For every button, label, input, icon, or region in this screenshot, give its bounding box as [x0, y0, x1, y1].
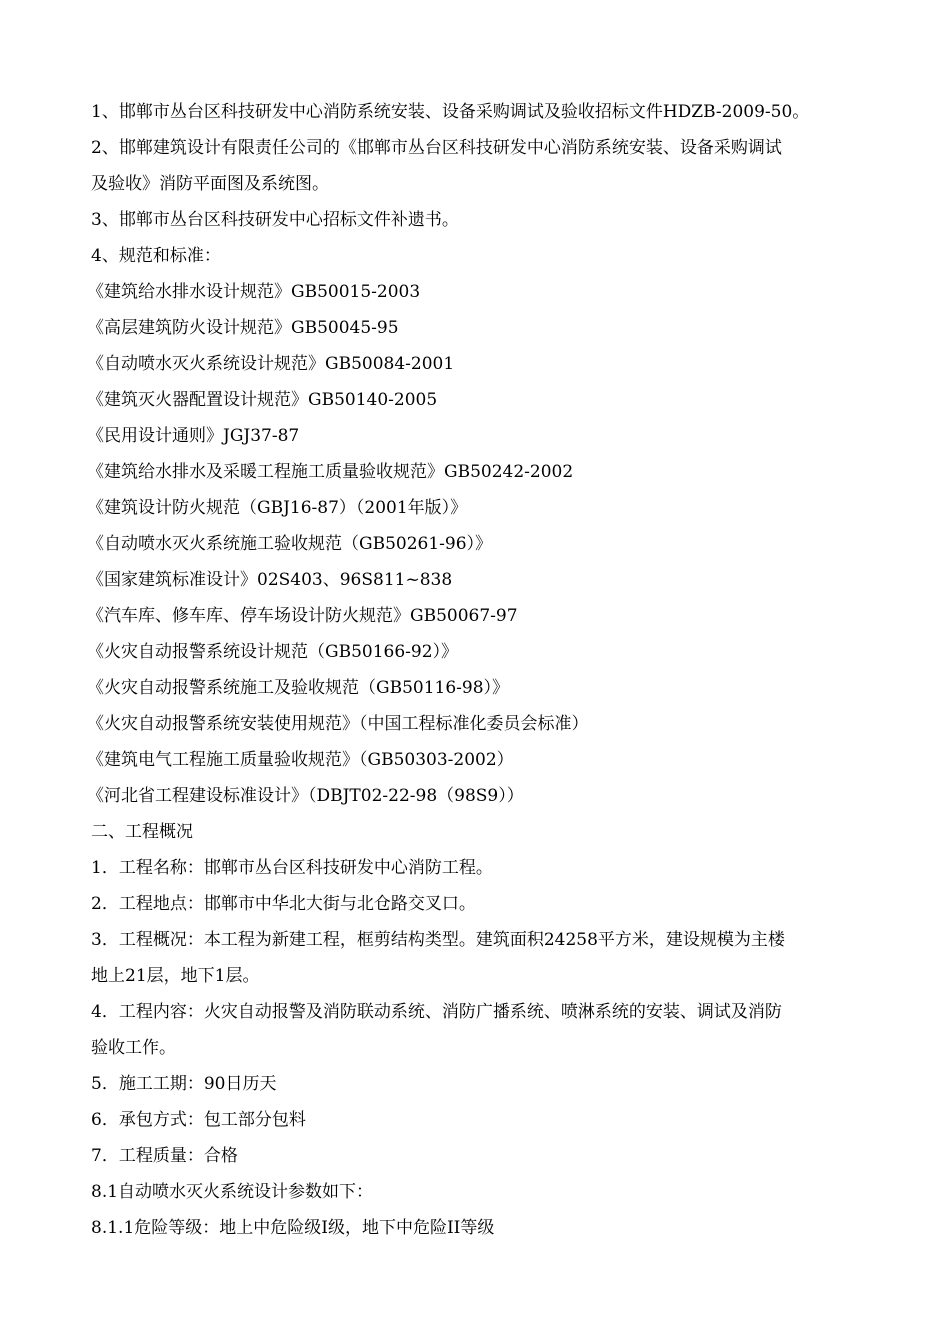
- project-overview-cont: 地上21层，地下1层。: [91, 966, 260, 986]
- standard-item: 《高层建筑防火设计规范》GB50045-95: [87, 318, 399, 338]
- standard-item: 《汽车库、修车库、停车场设计防火规范》GB50067-97: [87, 606, 518, 626]
- reference-item-2-cont: 及验收》消防平面图及系统图。: [91, 174, 329, 194]
- document-body: [87, 94, 886, 1246]
- standard-item: 《建筑电气工程施工质量验收规范》（GB50303-2002）: [87, 750, 514, 770]
- construction-period: 5．施工工期：90日历天: [91, 1074, 277, 1094]
- project-scope: 4．工程内容：火灾自动报警及消防联动系统、消防广播系统、喷淋系统的安装、调试及消防: [91, 1002, 782, 1022]
- reference-item-4: 4、规范和标准：: [91, 246, 221, 266]
- section-heading: 二、工程概况: [91, 822, 193, 842]
- standard-item: 《河北省工程建设标准设计》（DBJT02-22-98（98S9））: [87, 786, 524, 806]
- standard-item: 《火灾自动报警系统设计规范（GB50166-92）》: [87, 642, 459, 662]
- contract-method: 6．承包方式：包工部分包料: [91, 1110, 306, 1130]
- reference-item-3: 3、邯郸市丛台区科技研发中心招标文件补遗书。: [91, 210, 459, 230]
- standard-item: 《民用设计通则》JGJ37-87: [87, 426, 300, 446]
- standard-item: 《自动喷水灭火系统施工验收规范（GB50261-96）》: [87, 534, 493, 554]
- project-quality: 7．工程质量：合格: [91, 1146, 238, 1166]
- sprinkler-params-heading: 8.1自动喷水灭火系统设计参数如下：: [91, 1182, 374, 1202]
- standard-item: 《火灾自动报警系统安装使用规范》（中国工程标准化委员会标准）: [87, 714, 589, 734]
- hazard-level: 8.1.1危险等级：地上中危险级Ⅰ级，地下中危险II等级: [91, 1218, 495, 1238]
- project-location: 2．工程地点：邯郸市中华北大街与北仓路交叉口。: [91, 894, 476, 914]
- standard-item: 《国家建筑标准设计》02S403、96S811~838: [87, 570, 453, 590]
- standard-item: 《建筑设计防火规范（GBJ16-87）（2001年版）》: [87, 498, 468, 518]
- project-overview: 3．工程概况：本工程为新建工程，框剪结构类型。建筑面积24258平方米，建设规模为主楼: [91, 930, 785, 950]
- standard-item: 《自动喷水灭火系统设计规范》GB50084-2001: [87, 354, 455, 374]
- project-scope-cont: 验收工作。: [91, 1038, 176, 1058]
- reference-item-2: 2、邯郸建筑设计有限责任公司的《邯郸市丛台区科技研发中心消防系统安装、设备采购调试: [91, 138, 782, 158]
- standard-item: 《火灾自动报警系统施工及验收规范（GB50116-98）》: [87, 678, 510, 698]
- standard-item: 《建筑灭火器配置设计规范》GB50140-2005: [87, 390, 438, 410]
- standard-item: 《建筑给水排水及采暖工程施工质量验收规范》GB50242-2002: [87, 462, 574, 482]
- standard-item: 《建筑给水排水设计规范》GB50015-2003: [87, 282, 421, 302]
- reference-item-1: 1、邯郸市丛台区科技研发中心消防系统安装、设备采购调试及验收招标文件HDZB-2009-50。: [91, 102, 810, 122]
- project-name: 1．工程名称：邯郸市丛台区科技研发中心消防工程。: [91, 858, 493, 878]
